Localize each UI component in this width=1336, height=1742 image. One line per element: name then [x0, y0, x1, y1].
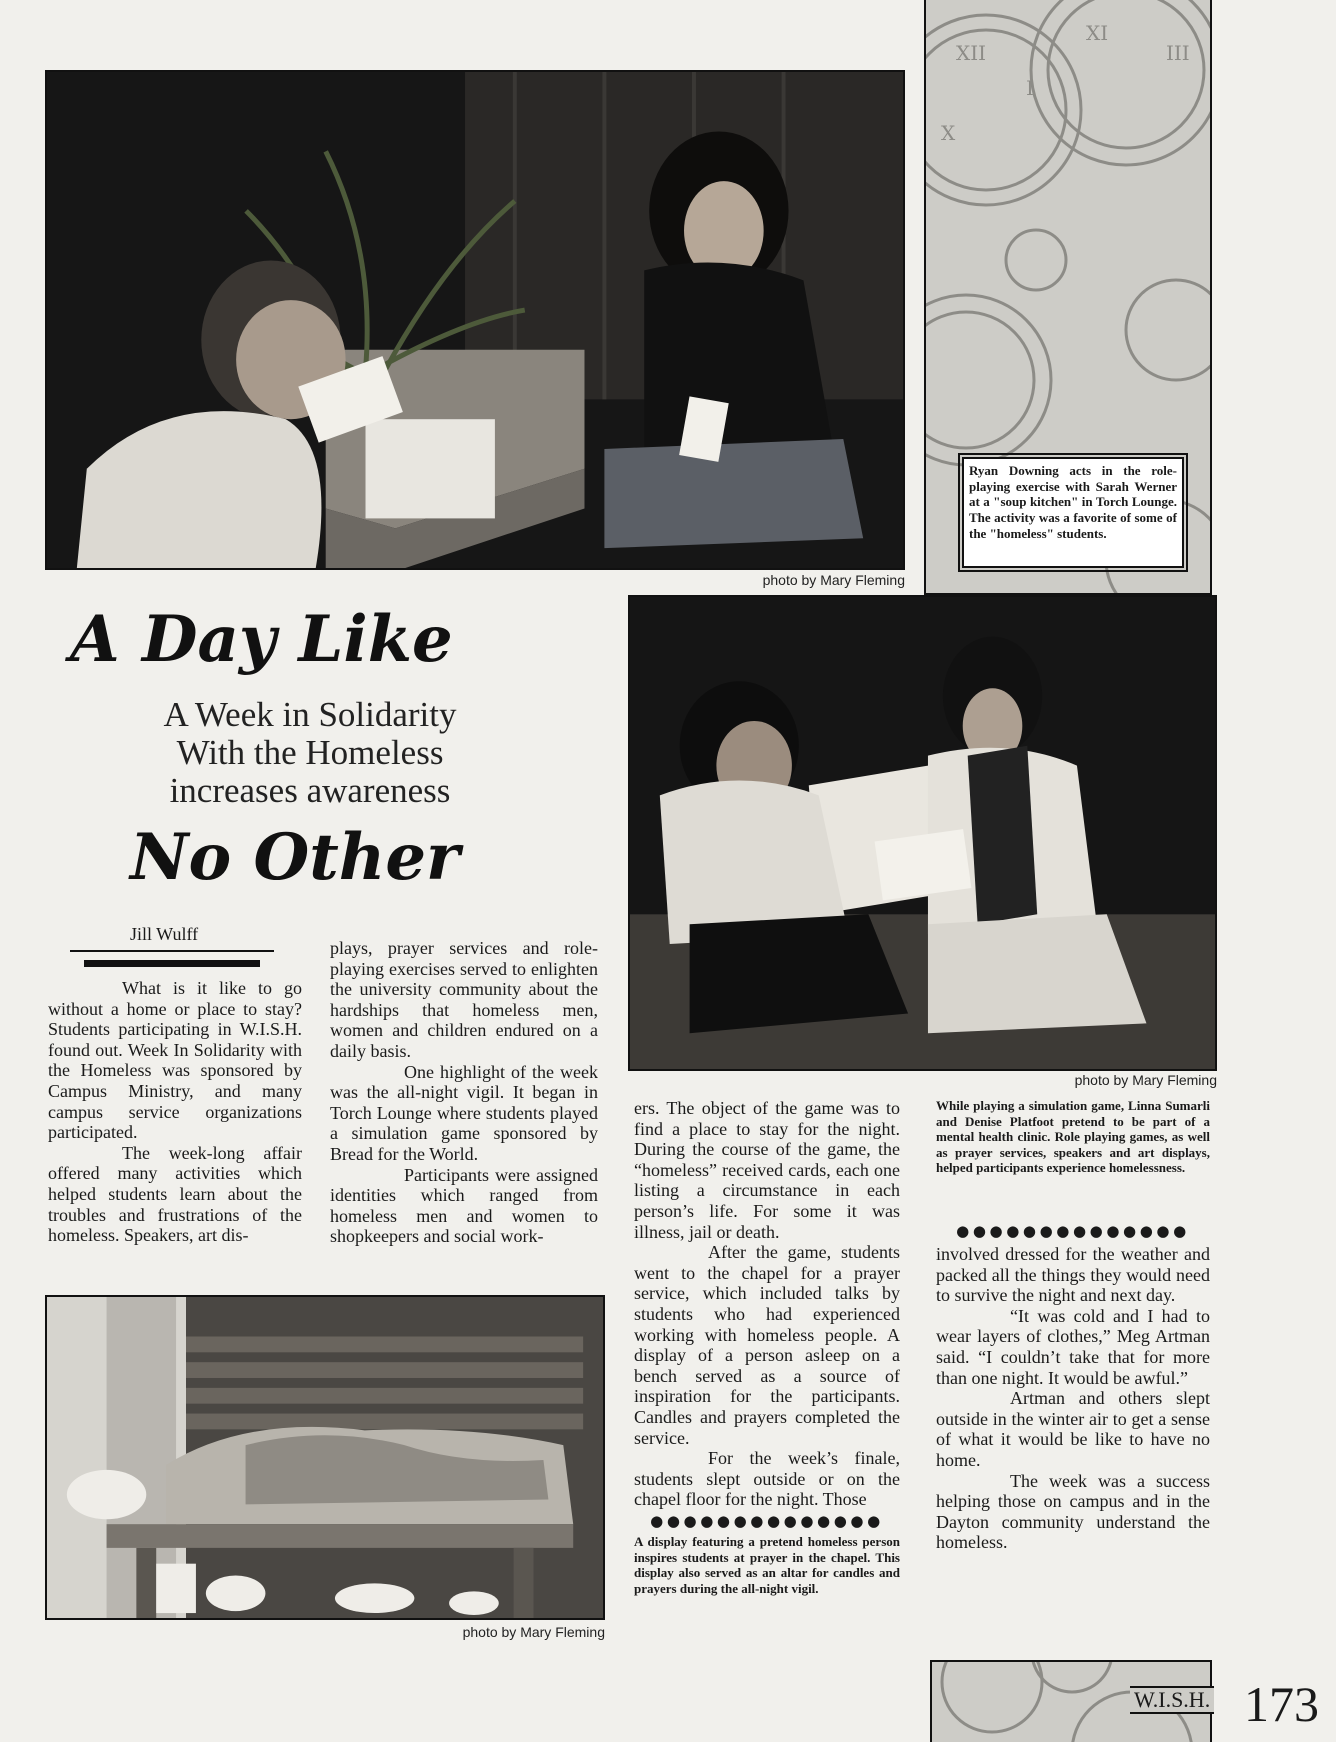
middle-photo-credit: photo by Mary Fleming	[1074, 1072, 1217, 1088]
byline-rule-thick	[84, 960, 260, 967]
article-column-1	[48, 978, 302, 1246]
role-playing-photo	[47, 72, 903, 568]
bottom-photo-caption: A display featuring a pretend homeless person inspires students at prayer in the chapel. This display also served as an altar for candles and prayers during the all-night vigil.	[634, 1534, 900, 1596]
paragraph: After the game, students went to the chapel for a prayer service, which included talks by students who had experienced working with homeless people. A display of a person asleep on a bench served as a source of inspiration for the participants. Candles and prayers completed the service.	[634, 1242, 900, 1448]
paragraph: What is it like to go without a home or place to stay? Students participating in W.I.S.H. found out. Week In Solidarity with the Homeless was sponsored by Campus Ministry, and many campus service organizations participated.	[48, 978, 302, 1143]
footer-section-label: W.I.S.H.	[1130, 1686, 1214, 1714]
paragraph: The week-long affair offered many activities which helped students learn about the troubles and frustrations of the homeless. Speakers, art dis-	[48, 1142, 302, 1246]
middle-photo-caption: While playing a simulation game, Linna Sumarli and Denise Platfoot pretend to be part of a mental health clinic. Role playing games, as well as prayer services, speakers and art displays, helped participants experience homelessness.	[936, 1098, 1210, 1175]
headline-line1: A Day Like	[70, 602, 453, 677]
article-column-3	[634, 1098, 900, 1510]
svg-text:III: III	[1166, 41, 1190, 65]
page-number: 173	[1244, 1676, 1319, 1732]
article-column-4	[936, 1244, 1210, 1553]
subtitle-line: increases awareness	[169, 771, 451, 810]
middle-photo-caption-box	[936, 1098, 1210, 1176]
headline-subtitle	[70, 696, 550, 810]
byline: Jill Wulff	[130, 924, 199, 944]
sidebar-caption: Ryan Downing acts in the role-playing exercise with Sarah Werner at a "soup kitchen" in Torch Lounge. The activity was a favorite of some of the "homeless" students.	[969, 463, 1177, 541]
bottom-photo	[45, 1295, 605, 1620]
bottom-photo-caption-box	[634, 1534, 900, 1596]
paragraph: “It was cold and I had to wear layers of clothes,” Meg Artman said. “I couldn’t take that for more than one night. It would be awful.”	[936, 1305, 1210, 1388]
dot-rule: ●●●●●●●●●●●●●●	[650, 1512, 884, 1530]
top-photo	[45, 70, 905, 570]
paragraph: For the week’s finale, students slept outside or on the chapel floor for the night. Those	[634, 1448, 900, 1510]
headline-line2: No Other	[130, 820, 460, 895]
paragraph: ers. The object of the game was to find a place to stay for the night. During the course of the game, the “homeless” received cards, each one listing a circumstance in each person’s life. For some it was illness, jail or death.	[634, 1098, 900, 1242]
paragraph: Participants were assigned identities which ranged from homeless men and women to shopkeepers and social work-	[330, 1164, 598, 1247]
bottom-photo-credit: photo by Mary Fleming	[462, 1624, 605, 1640]
paragraph: The week was a success helping those on campus and in the Dayton community understand the homeless.	[936, 1470, 1210, 1553]
svg-text:XI: XI	[1086, 21, 1109, 45]
paragraph: plays, prayer services and role-playing exercises served to enlighten the university community about the hardships that homeless men, women and children endured on a daily basis.	[330, 938, 598, 1061]
svg-text:I: I	[1026, 76, 1034, 100]
svg-text:X: X	[941, 121, 956, 145]
dot-rule: ●●●●●●●●●●●●●●	[956, 1222, 1190, 1240]
paragraph: One highlight of the week was the all-night vigil. It began in Torch Lounge where students played a simulation game sponsored by Bread for the World.	[330, 1061, 598, 1164]
top-photo-credit: photo by Mary Fleming	[762, 572, 905, 588]
byline-rule-thin	[70, 950, 274, 952]
paragraph: Artman and others slept outside in the winter air to get a sense of what it would be like to have no home.	[936, 1388, 1210, 1470]
subtitle-line: With the Homeless	[176, 733, 444, 772]
simulation-game-photo	[630, 597, 1215, 1069]
svg-text:XII: XII	[956, 41, 987, 65]
bench-display-photo	[47, 1297, 603, 1618]
sidebar-caption-box	[962, 457, 1184, 568]
subtitle-line: A Week in Solidarity	[163, 695, 457, 734]
article-column-2	[330, 938, 598, 1247]
middle-photo	[628, 595, 1217, 1071]
paragraph: involved dressed for the weather and packed all the things they would need to survive the night and next day.	[936, 1244, 1210, 1306]
